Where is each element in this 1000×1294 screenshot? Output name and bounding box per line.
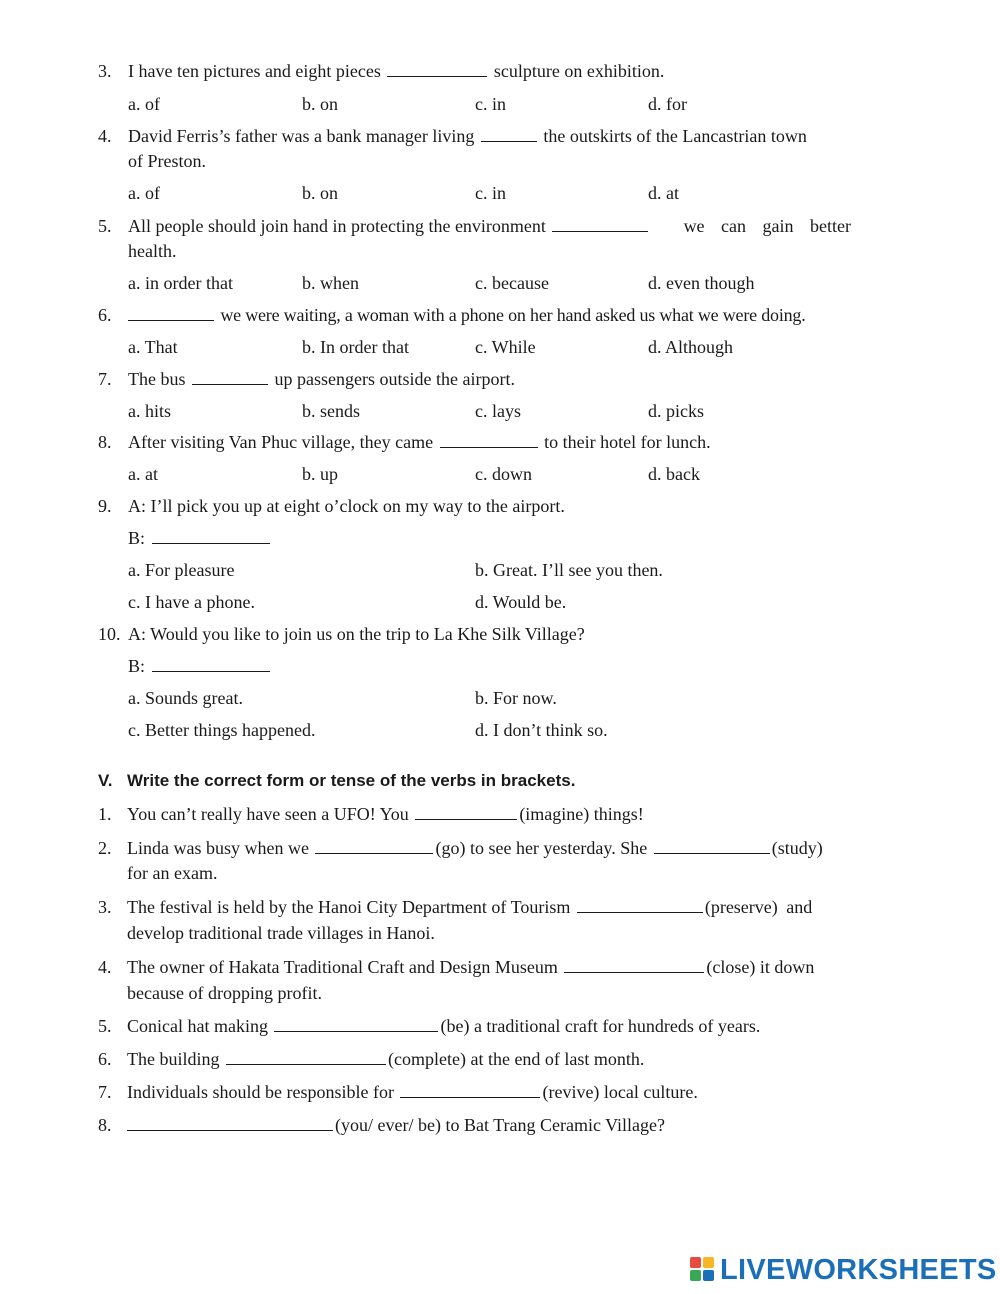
question-text: (study) <box>771 838 823 858</box>
option-c[interactable]: c. I have a phone. <box>128 592 255 612</box>
option-c[interactable]: c. down <box>475 464 532 484</box>
verb-question-4 <box>127 956 814 978</box>
question-text: the outskirts of the Lancastrian town <box>543 126 807 146</box>
answer-blank[interactable] <box>415 804 517 820</box>
option-a[interactable]: a. Sounds great. <box>128 688 243 708</box>
option-d[interactable]: d. I don’t think so. <box>475 720 608 740</box>
question-7-text <box>128 368 515 390</box>
question-text: You can’t really have seen a UFO! You <box>127 804 409 824</box>
option-a[interactable]: a. For pleasure <box>128 560 235 580</box>
option-c[interactable]: c. because <box>475 273 549 293</box>
verb-question-7 <box>127 1081 698 1103</box>
option-c[interactable]: c. lays <box>475 401 521 421</box>
option-a[interactable]: a. of <box>128 94 160 114</box>
option-b[interactable]: b. Great. I’ll see you then. <box>475 560 663 580</box>
question-number: 5. <box>98 1016 112 1036</box>
answer-blank[interactable] <box>152 656 270 672</box>
question-text: The building <box>127 1049 220 1069</box>
question-number: 2. <box>98 838 112 858</box>
liveworksheets-logo[interactable] <box>690 1253 997 1287</box>
answer-blank[interactable] <box>564 957 704 973</box>
option-c[interactable]: c. While <box>475 337 536 357</box>
question-text: (preserve) and <box>704 897 813 917</box>
answer-blank[interactable] <box>654 838 770 854</box>
question-text: Linda was busy when we <box>127 838 309 858</box>
option-c[interactable]: c. in <box>475 94 506 114</box>
question-number: 8. <box>98 432 112 452</box>
option-d[interactable]: d. picks <box>648 401 704 421</box>
option-d[interactable]: d. Although <box>648 337 734 357</box>
liveworksheets-logo-icon <box>690 1257 716 1283</box>
section-label: V. <box>98 771 113 790</box>
speaker-label: B: <box>128 528 146 548</box>
question-6-text <box>128 304 806 326</box>
question-text: The bus <box>128 369 186 389</box>
reply-line <box>128 655 272 677</box>
option-d[interactable]: d. Would be. <box>475 592 567 612</box>
option-c[interactable]: c. in <box>475 183 506 203</box>
option-a[interactable]: a. in order that <box>128 273 233 293</box>
option-b[interactable]: b. on <box>302 183 338 203</box>
option-b[interactable]: b. when <box>302 273 359 293</box>
question-text: (revive) local culture. <box>542 1082 698 1102</box>
answer-blank[interactable] <box>315 838 433 854</box>
question-number: 1. <box>98 804 112 824</box>
question-text: (you/ ever/ be) to Bat Trang Ceramic Village? <box>335 1115 666 1135</box>
option-a[interactable]: a. hits <box>128 401 171 421</box>
question-text: (complete) at the end of last month. <box>388 1049 645 1069</box>
question-4-text <box>128 125 807 147</box>
option-a[interactable]: a. of <box>128 183 160 203</box>
question-text-line2: because of dropping profit. <box>127 983 322 1003</box>
answer-blank[interactable] <box>552 216 648 232</box>
answer-blank[interactable] <box>128 305 214 321</box>
question-text-line2: develop traditional trade villages in Hanoi. <box>127 923 435 943</box>
option-c[interactable]: c. Better things happened. <box>128 720 316 740</box>
answer-blank[interactable] <box>440 432 538 448</box>
option-d[interactable]: d. back <box>648 464 700 484</box>
reply-line <box>128 527 272 549</box>
verb-question-2 <box>127 837 823 859</box>
question-text: to their hotel for lunch. <box>544 432 711 452</box>
option-b[interactable]: b. sends <box>302 401 360 421</box>
question-number: 3. <box>98 897 112 917</box>
answer-blank[interactable] <box>226 1049 386 1065</box>
question-number: 4. <box>98 126 112 146</box>
question-text: Conical hat making <box>127 1016 268 1036</box>
verb-question-8 <box>127 1114 665 1136</box>
option-d[interactable]: d. for <box>648 94 687 114</box>
question-3-text <box>128 60 664 82</box>
question-number: 4. <box>98 957 112 977</box>
verb-question-6 <box>127 1048 644 1070</box>
option-a[interactable]: a. at <box>128 464 158 484</box>
question-text: Individuals should be responsible for <box>127 1082 394 1102</box>
option-b[interactable]: b. up <box>302 464 338 484</box>
question-number: 10. <box>98 624 121 644</box>
logo-text: LIVEWORKSHEETS <box>720 1253 997 1286</box>
question-5-text <box>128 215 851 237</box>
answer-blank[interactable] <box>274 1016 438 1032</box>
question-text: After visiting Van Phuc village, they came <box>128 432 434 452</box>
option-a[interactable]: a. That <box>128 337 178 357</box>
answer-blank[interactable] <box>481 126 537 142</box>
answer-blank[interactable] <box>577 897 703 913</box>
question-8-text <box>128 431 711 453</box>
question-text: we can gain better <box>683 216 851 236</box>
question-text: A: I’ll pick you up at eight o’clock on my way to the airport. <box>128 496 565 516</box>
answer-blank[interactable] <box>192 369 268 385</box>
question-text: David Ferris’s father was a bank manager living <box>128 126 475 146</box>
question-text-line2: health. <box>128 241 177 261</box>
verb-question-1 <box>127 803 644 825</box>
question-text: (close) it down <box>706 957 815 977</box>
question-text: we were waiting, a woman with a phone on her hand asked us what we were doing. <box>220 305 806 325</box>
section-title: Write the correct form or tense of the verbs in brackets. <box>127 771 576 790</box>
option-d[interactable]: d. even though <box>648 273 755 293</box>
question-text: I have ten pictures and eight pieces <box>128 61 381 81</box>
question-text: All people should join hand in protecting the environment <box>128 216 546 236</box>
question-text: (imagine) things! <box>519 804 644 824</box>
question-number: 7. <box>98 1082 112 1102</box>
answer-blank[interactable] <box>152 528 270 544</box>
speaker-label: B: <box>128 656 146 676</box>
verb-question-5 <box>127 1015 760 1037</box>
question-text: (go) to see her yesterday. She <box>435 838 648 858</box>
question-number: 9. <box>98 496 112 516</box>
question-text: up passengers outside the airport. <box>274 369 515 389</box>
question-number: 6. <box>98 305 112 325</box>
question-text: sculpture on exhibition. <box>493 61 665 81</box>
question-text: The festival is held by the Hanoi City Department of Tourism <box>127 897 571 917</box>
question-text-line2: of Preston. <box>128 151 206 171</box>
question-text: (be) a traditional craft for hundreds of years. <box>440 1016 761 1036</box>
option-b[interactable]: b. on <box>302 94 338 114</box>
question-number: 5. <box>98 216 112 236</box>
question-number: 6. <box>98 1049 112 1069</box>
question-number: 3. <box>98 61 112 81</box>
question-text: The owner of Hakata Traditional Craft and Design Museum <box>127 957 558 977</box>
option-b[interactable]: b. In order that <box>302 337 409 357</box>
answer-blank[interactable] <box>127 1115 333 1131</box>
question-text: A: Would you like to join us on the trip to La Khe Silk Village? <box>128 624 585 644</box>
question-text-line2: for an exam. <box>127 863 218 883</box>
option-b[interactable]: b. For now. <box>475 688 557 708</box>
answer-blank[interactable] <box>400 1082 540 1098</box>
answer-blank[interactable] <box>387 61 487 77</box>
option-d[interactable]: d. at <box>648 183 679 203</box>
verb-question-3 <box>127 896 812 918</box>
question-number: 7. <box>98 369 112 389</box>
question-number: 8. <box>98 1115 112 1135</box>
